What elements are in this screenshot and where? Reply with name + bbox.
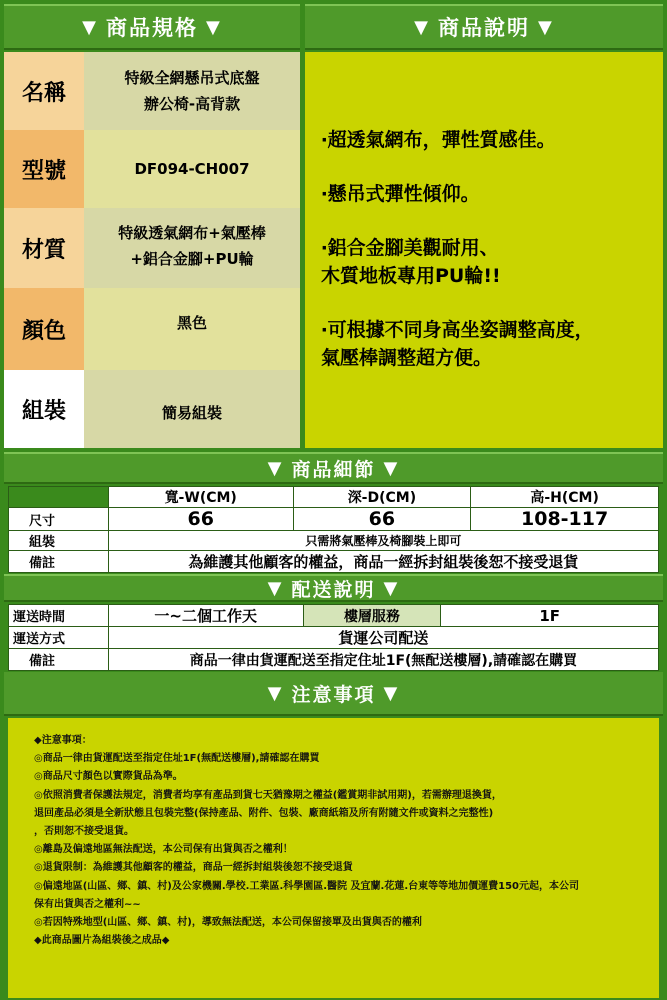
delivery-time-label: 運送時間 [9, 605, 109, 627]
spec-label: 材質 [4, 208, 84, 288]
description-panel [305, 52, 663, 448]
detail-table [8, 486, 659, 573]
notice-header-title: 注意事項 [291, 683, 376, 706]
notice-line: ◆注意事項： [34, 735, 92, 746]
size-depth: 66 [293, 508, 471, 531]
notice-panel [8, 718, 659, 998]
spec-row-color [4, 288, 300, 370]
delivery-header [4, 574, 663, 602]
spec-row-material [4, 208, 300, 288]
down-triangle-icon: ▼ [383, 577, 400, 599]
desc-item: ‧可根據不同身高坐姿調整高度， 氣壓棒調整超方便。 [321, 319, 594, 369]
delivery-table [8, 604, 659, 671]
detail-corner [9, 487, 109, 508]
desc-item: ‧鋁合金腳美觀耐用、 木質地板專用PU輪!! [321, 237, 501, 287]
notice-line: ◎商品一律由貨運配送至指定住址1F(無配送樓層),請確認在購買 [34, 753, 320, 765]
remark-value: 為維護其他顧客的權益，商品一經拆封組裝後恕不接受退貨 [108, 551, 658, 573]
down-triangle-icon: ▼ [414, 16, 430, 38]
remark-label: 備註 [9, 551, 109, 573]
detail-header [4, 452, 663, 484]
desc-header [305, 4, 663, 50]
delivery-remark-value: 商品一律由貨運配送至指定住址1F(無配送樓層),請確認在購買 [108, 649, 658, 671]
notice-line: ◎離島及偏遠地區無法配送，本公司保有出貨與否之權利！ [34, 844, 293, 856]
floor-service-value: 1F [441, 605, 659, 627]
size-width: 66 [108, 508, 293, 531]
spec-label: 組裝 [4, 370, 84, 448]
size-height: 108-117 [471, 508, 659, 531]
col-header-depth: 深-D(CM) [293, 487, 471, 508]
notice-line: ◎退貨限制：為維護其他顧客的權益，商品一經拆封組裝後恕不接受退貨 [34, 862, 353, 874]
down-triangle-icon: ▼ [383, 457, 400, 479]
spec-value: 簡易組裝 [84, 370, 300, 448]
spec-table [4, 52, 300, 448]
spec-value: 特級透氣網布+氣壓棒 +鋁合金腳+PU輪 [84, 208, 300, 288]
notice-line: ◎商品尺寸顏色以實際貨品為準。 [34, 771, 183, 783]
down-triangle-icon: ▼ [267, 682, 284, 704]
notice-line: ，否則恕不接受退貨。 [34, 826, 134, 838]
spec-label: 顏色 [4, 288, 84, 370]
spec-row-name [4, 52, 300, 130]
notice-line: ◆此商品圖片為組裝後之成品◆ [34, 935, 170, 947]
assembly-label: 組裝 [9, 531, 109, 551]
spec-row-model [4, 130, 300, 208]
delivery-header-title: 配送說明 [291, 578, 376, 601]
size-label: 尺寸 [9, 508, 109, 531]
notice-line: ◎若因特殊地型(山區、鄉、鎮、村)，導致無法配送，本公司保留接單及出貨與否的權利 [34, 917, 422, 929]
delivery-time-value: 一~二個工作天 [108, 605, 303, 627]
spec-header [4, 4, 300, 50]
assembly-value: 只需將氣壓棒及椅腳裝上即可 [108, 531, 658, 551]
detail-header-title: 商品細節 [291, 458, 376, 481]
delivery-method-value: 貨運公司配送 [108, 627, 658, 649]
desc-item: ‧超透氣網布，彈性質感佳。 [321, 129, 556, 151]
desc-header-title: 商品說明 [438, 16, 530, 40]
delivery-remark-label: 備註 [9, 649, 109, 671]
notice-header [4, 672, 663, 716]
floor-service-label: 樓層服務 [303, 605, 441, 627]
spec-value: 黑色 [84, 288, 300, 370]
down-triangle-icon: ▼ [538, 16, 554, 38]
spec-label: 名稱 [4, 52, 84, 130]
spec-header-title: 商品規格 [106, 16, 198, 40]
notice-line: ◎偏遠地區(山區、鄉、鎮、村)及公家機關.學校.工業區.科學園區.醫院 及宜蘭.花蓮.台東等等地加價運費150元起，本公司 [34, 880, 580, 892]
delivery-method-label: 運送方式 [9, 627, 109, 649]
down-triangle-icon: ▼ [82, 16, 98, 38]
notice-line: 保有出貨與否之權利~~ [34, 898, 141, 910]
desc-item: ‧懸吊式彈性傾仰。 [321, 183, 480, 205]
spec-row-assembly [4, 370, 300, 448]
col-header-height: 高-H(CM) [471, 487, 659, 508]
notice-line: ◎依照消費者保護法規定，消費者均享有產品到貨七天猶豫期之權益(鑑賞期非試用期)，若需辦理退換貨， [34, 789, 502, 801]
spec-value: 特級全網懸吊式底盤 辦公椅-高背款 [84, 52, 300, 130]
down-triangle-icon: ▼ [267, 577, 284, 599]
down-triangle-icon: ▼ [383, 682, 400, 704]
down-triangle-icon: ▼ [267, 457, 284, 479]
notice-line: 退回產品必須是全新狀態且包裝完整(保持產品、附件、包裝、廠商紙箱及所有附隨文件或資料之完整性) [34, 807, 494, 819]
spec-label: 型號 [4, 130, 84, 208]
spec-value: DF094-CH007 [84, 130, 300, 208]
down-triangle-icon: ▼ [206, 16, 222, 38]
col-header-width: 寬-W(CM) [108, 487, 293, 508]
